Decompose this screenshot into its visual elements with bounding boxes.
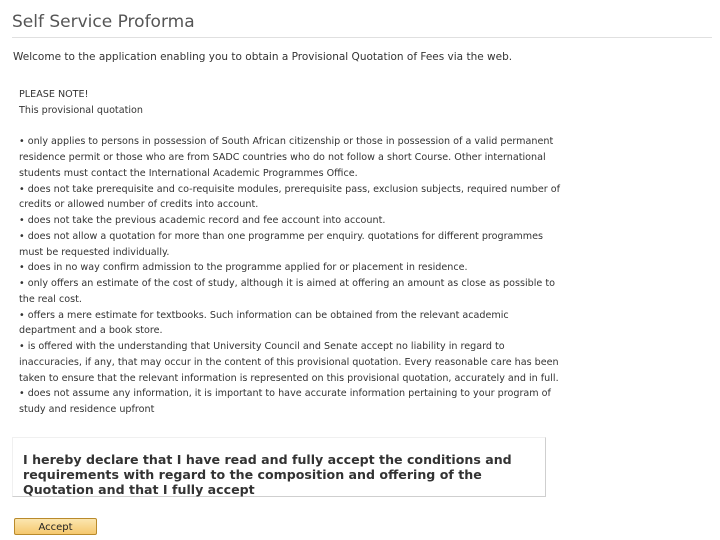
- notice-bullet: • does not allow a quotation for more than one programme per enquiry. quotations for different programmes must be requested individually.: [19, 230, 544, 258]
- declaration-box: [12, 437, 546, 497]
- title-divider: [12, 37, 712, 38]
- notice-section: [19, 87, 567, 418]
- notice-bullet: • does in no way confirm admission to the programme applied for or placement in residence.: [19, 262, 468, 274]
- notice-bullet: • is offered with the understanding that University Council and Senate accept no liability in regard to inaccuracies, if any, that may occur in the content of this provisional quotation. Every reasonable care has been taken to ensure that the relevant information is represented on this provisional quotation, accurately and in full.: [19, 341, 559, 384]
- notice-bullet: • only applies to persons in possession of South African citizenship or those in possession of a valid permanent residence permit or those who are from SADC countries who do not follow a short Course. Other international students must contact the International Academic Programmes Office.: [19, 136, 554, 179]
- page-title: Self Service Proforma: [12, 12, 195, 32]
- notice-gap: [19, 119, 567, 135]
- notice-bullet: • does not take the previous academic record and fee account into account.: [19, 215, 386, 226]
- declaration-text: I hereby declare that I have read and fully accept the conditions and requirements with regard to the composition and offering of the Quotation and that I fully accept: [23, 452, 512, 497]
- welcome-text: Welcome to the application enabling you to obtain a Provisional Quotation of Fees via the web.: [13, 51, 513, 63]
- notice-bullet: • does not assume any information, it is important to have accurate information pertaining to your program of study and residence upfront: [19, 388, 551, 415]
- notice-bullet: • does not take prerequisite and co-requisite modules, prerequisite pass, exclusion subjects, required number of credits or allowed number of credits into account.: [19, 183, 560, 211]
- notice-intro: This provisional quotation: [19, 104, 143, 116]
- notice-bullet: • only offers an estimate of the cost of study, although it is aimed at offering an amount as close as possible to the real cost.: [19, 278, 555, 305]
- notice-bullet: • offers a mere estimate for textbooks. Such information can be obtained from the relevant academic department and a book store.: [19, 309, 509, 337]
- accept-button[interactable]: Accept: [14, 518, 97, 535]
- notice-heading: PLEASE NOTE!: [19, 89, 89, 100]
